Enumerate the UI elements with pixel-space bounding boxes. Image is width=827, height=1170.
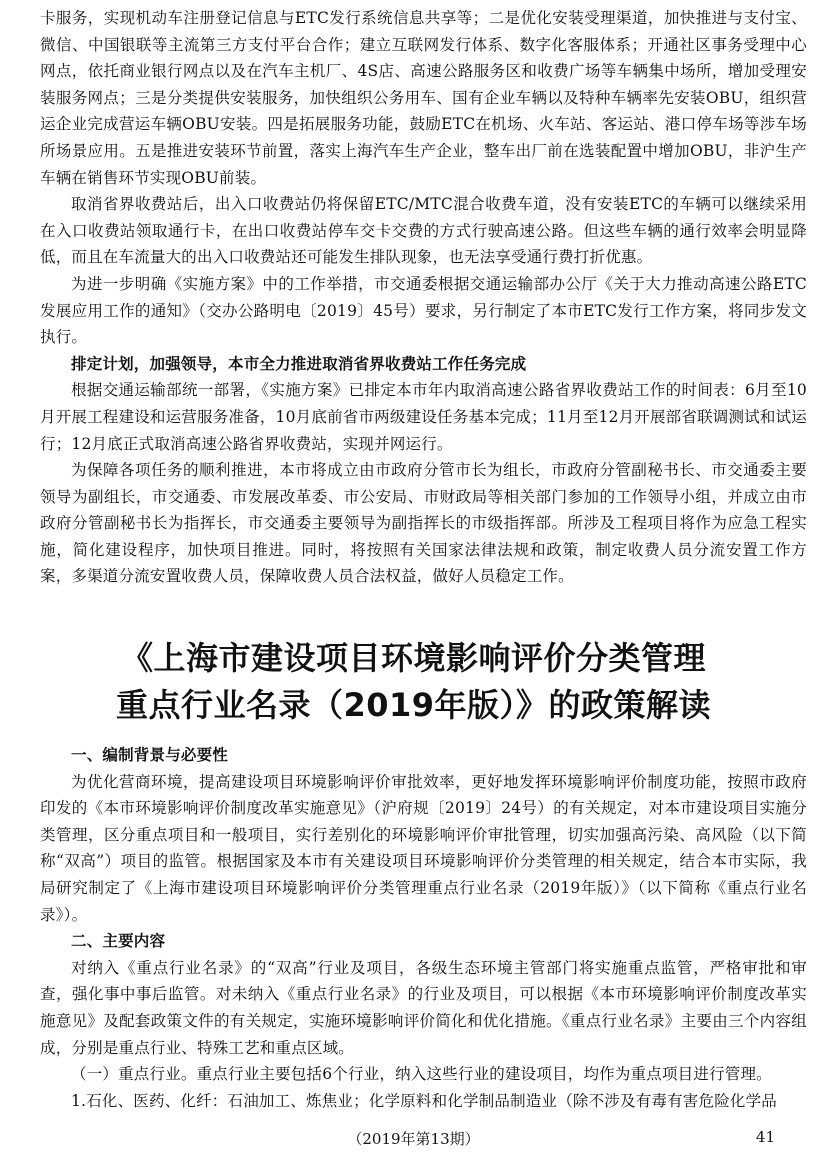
section-heading: 二、主要内容 [71,931,166,951]
paragraph: 为优化营商环境，提高建设项目环境影响评价审批效率，更好地发挥环境影响评价制度功能，按照市政府印发的《本市环境影响评价制度改革实施意见》（沪府规〔2019〕24号）的有关规定，对本市建设项目实施分类管理，区分重点项目和一般项目，实行差别化的环境影响评价审批管理，切实加强高污染、高风险（以下简称“双高”）项目的监管。根据国家及本市有关建设项目环境影响评价分类管理的相关规定，结合本市实际，我局研究制定了《上海市建设项目环境影响评价分类管理重点行业名录（2019年版）》（以下简称《重点行业名录》）。 [40,772,807,924]
page-number: 41 [755,1128,775,1146]
paragraph: 卡服务，实现机动车注册登记信息与ETC发行系统信息共享等；二是优化安装受理渠道，加快推进与支付宝、微信、中国银联等主流第三方支付平台合作；建立互联网发行体系、数字化客服体系；开通社区事务受理中心网点，依托商业银行网点以及在汽车主机厂、4S店、高速公路服务区和收费广场等车辆集中场所，增加受理安装服务网点；三是分类提供安装服务，加快组织公务用车、国有企业车辆以及特种车辆率先安装OBU，组织营运企业完成营运车辆OBU安装。四是拓展服务功能，鼓励ETC在机场、火车站、客运站、港口停车场等涉车场所场景应用。五是推进安装环节前置，落实上海汽车生产企业，整车出厂前在选装配置中增加OBU，非沪生产车辆在销售环节实现OBU前装。 [40,9,807,187]
issue-label: （2019年第13期） [347,1130,480,1148]
top-body-text [40,5,807,590]
paragraph: 为保障各项任务的顺利推进，本市将成立由市政府分管市长为组长，市政府分管副秘书长、市交通委主要领导为副组长，市交通委、市发展改革委、市公安局、市财政局等相关部门参加的工作领导小组，并成立由市政府分管副秘书长为指挥长，市交通委主要领导为副指挥长的市级指挥部。所涉及工程项目将作为应急工程实施，简化建设程序，加快项目推进。同时，将按照有关国家法律法规和政策，制定收费人员分流安置工作方案，多渠道分流安置收费人员，保障收费人员合法权益，做好人员稳定工作。 [40,461,807,586]
article-body-text [40,742,807,1114]
article-title-line-1: 《上海市建设项目环境影响评价分类管理 [120,639,706,677]
paragraph: 1.石化、医药、化纤：石油加工、炼焦业；化学原料和化学制品制造业（除不涉及有毒有害危险化学品 [71,1091,777,1110]
article-title-line-2: 重点行业名录（2019年版）》的政策解读 [115,686,712,724]
paragraph: 根据交通运输部统一部署，《实施方案》已排定本市年内取消高速公路省界收费站工作的时间表：6月至10月开展工程建设和运营服务准备，10月底前省市两级建设任务基本完成；11月至12月开展部省联调测试和试运行；12月底正式取消高速公路省界收费站，实现并网运行。 [40,381,807,453]
paragraph: 为进一步明确《实施方案》中的工作举措，市交通委根据交通运输部办公厅《关于大力推动高速公路ETC发展应用工作的通知》（交办公路明电〔2019〕45号）要求，另行制定了本市ETC发行工作方案，将同步发文执行。 [40,274,807,347]
section-heading: 一、编制背景与必要性 [71,745,229,764]
paragraph: 对纳入《重点行业名录》的“双高”行业及项目，各级生态环境主管部门将实施重点监管，严格审批和审查，强化事中事后监管。对未纳入《重点行业名录》的行业及项目，可以根据《本市环境影响评价制度改革实施意见》及配套政策文件的有关规定，实施环境影响评价简化和优化措施。《重点行业名录》主要由三个内容组成，分别是重点行业、特殊工艺和重点区域。 [40,958,807,1057]
paragraph: （一）重点行业。重点行业主要包括6个行业，纳入这些行业的建设项目，均作为重点项目进行管理。 [71,1065,772,1084]
section-subheading: 排定计划，加强领导，本市全力推进取消省界收费站工作任务完成 [71,353,527,373]
paragraph: 取消省界收费站后，出入口收费站仍将保留ETC/MTC混合收费车道，没有安装ETC的车辆可以继续采用在入口收费站领取通行卡，在出口收费站停车交卡交费的方式行驶高速公路。但这些车辆的通行效率会明显降低，而且在车流量大的出入口收费站还可能发生排队现象，也无法享受通行费打折优惠。 [40,195,807,267]
